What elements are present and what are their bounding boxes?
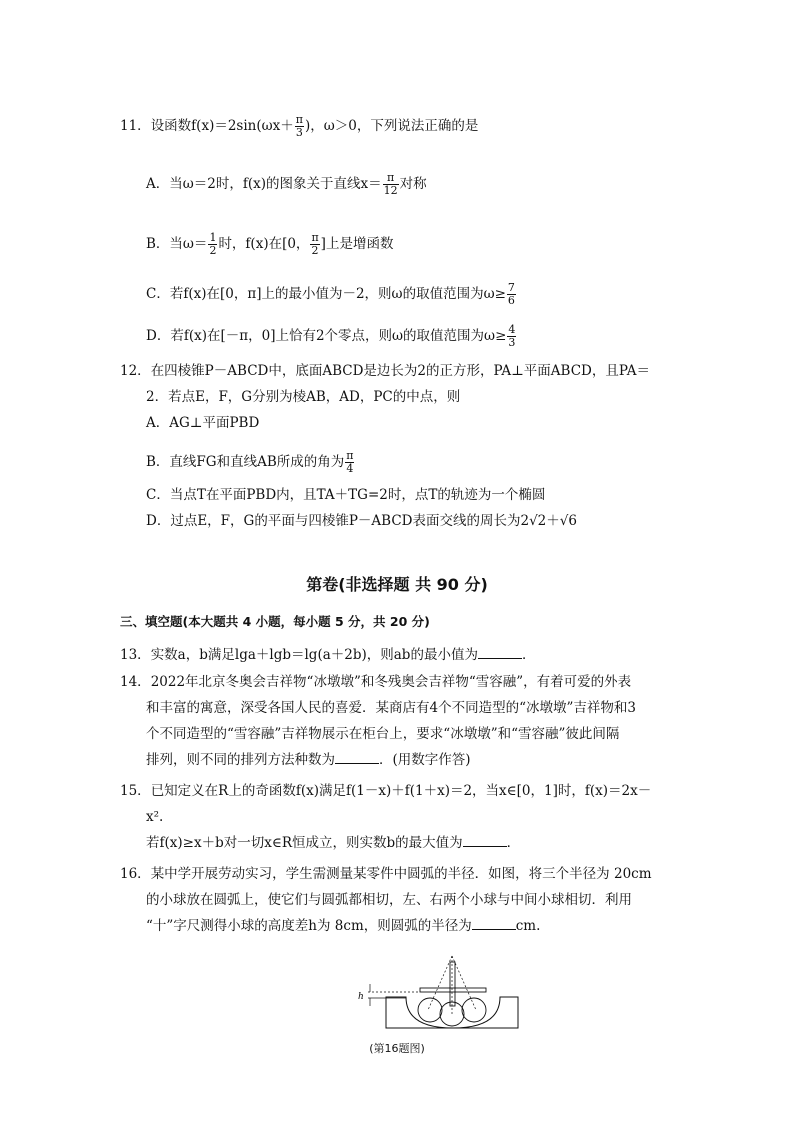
ruler-bar xyxy=(420,988,486,992)
q11-option-b: B．当ω＝ $\frac{1}{2}$ 时，f(x)在[0， $\frac{\pi}{2}$ ]上是增函数 xyxy=(146,231,394,257)
q15-line3: 若f(x)≥x＋b对一切x∈R恒成立，则实数b的最大值为 ． xyxy=(146,835,521,851)
part-header: 三、填空题(本大题共 4 小题，每小题 5 分，共 20 分) xyxy=(120,614,430,629)
q11-option-d: D．若f(x)在[－π，0]上恰有2个零点，则ω的取值范围为ω≥ $\frac{4}{3}$ xyxy=(146,323,516,349)
answer-blank xyxy=(478,646,522,659)
q11-stem: 11．设函数f(x)＝2sin(ωx＋ $\frac{\pi}{3}$ )，ω＞0，下列说法正确的是 xyxy=(120,113,479,139)
q13-number: 13． xyxy=(120,647,151,663)
q15-line1: 15．已知定义在R上的奇函数f(x)满足f(1－x)＋f(1＋x)＝2，当x∈[0，1]时，f(x)＝2x－ xyxy=(120,783,652,799)
q12-option-b: B．直线FG和直线AB所成的角为 $\frac{\pi}{4}$ xyxy=(146,449,354,475)
q16-number: 16． xyxy=(120,866,151,882)
q15-line2: x². xyxy=(146,809,164,825)
fraction: $\frac{\pi}{12}$ xyxy=(383,171,398,197)
q12-option-c: C．当点T在平面PBD内，且TA＋TG=2时，点T的轨迹为一个椭圆 xyxy=(146,487,546,503)
q14-line3: 个不同造型的“雪容融”吉祥物展示在柜台上，要求“冰墩墩”和“雪容融”彼此间隔 xyxy=(146,726,620,742)
q14-line4: 排列，则不同的排列方法种数为 ．(用数字作答) xyxy=(146,752,471,768)
q15-number: 15． xyxy=(120,783,151,799)
q12-option-d: D．过点E，F，G的平面与四棱锥P－ABCD表面交线的周长为2√2＋√6 xyxy=(146,513,577,529)
guide-line xyxy=(428,956,452,1010)
q13: 13．实数a，b满足lga＋lgb＝lg(a＋2b)，则ab的最小值为 ． xyxy=(120,647,536,663)
answer-blank xyxy=(335,751,379,764)
q12-line2: 2．若点E，F，G分别为棱AB，AD，PC的中点，则 xyxy=(146,389,461,405)
q12-option-a: A．AG⊥平面PBD xyxy=(146,415,260,431)
ruler-vertical xyxy=(450,962,455,1006)
section-title: 第卷(非选择题 共 90 分) xyxy=(306,575,488,594)
q16-line3: “十”字尺测得小球的高度差h为 8cm，则圆弧的半径为 cm. xyxy=(146,918,541,934)
q14-line2: 和丰富的寓意，深受各国人民的喜爱．某商店有4个不同造型的“冰墩墩”吉祥物和3 xyxy=(146,700,636,716)
fraction: $\frac{\pi}{3}$ xyxy=(295,113,303,139)
fraction: $\frac{\pi}{2}$ xyxy=(311,231,319,257)
q14-line1: 14．2022年北京冬奥会吉祥物“冰墩墩”和冬残奥会吉祥物“雪容融”，有着可爱的外表 xyxy=(120,674,632,690)
q11-option-a: A．当ω＝2时，f(x)的图象关于直线x＝ $\frac{\pi}{12}$ 对称 xyxy=(146,171,427,197)
q11-option-c: C．若f(x)在[0，π]上的最小值为－2，则ω的取值范围为ω≥ $\frac{7}{6}$ xyxy=(146,281,515,307)
fraction: $\frac{1}{2}$ xyxy=(209,231,217,257)
q12-number: 12． xyxy=(120,363,151,379)
fraction: $\frac{7}{6}$ xyxy=(507,281,515,307)
figure-caption: (第16题图) xyxy=(369,1042,425,1055)
q11-number: 11． xyxy=(120,118,151,134)
h-label: h xyxy=(358,992,364,1002)
q12-line1: 12．在四棱锥P－ABCD中，底面ABCD是边长为2的正方形，PA⊥平面ABCD，且PA＝ xyxy=(120,363,650,379)
answer-blank xyxy=(463,834,507,847)
ball-right xyxy=(462,998,486,1022)
q16-figure xyxy=(350,950,530,1034)
answer-blank xyxy=(472,917,516,930)
fraction: $\frac{4}{3}$ xyxy=(508,323,516,349)
fraction: $\frac{\pi}{4}$ xyxy=(346,449,354,475)
q14-number: 14． xyxy=(120,674,151,690)
q16-line2: 的小球放在圆弧上，使它们与圆弧都相切，左、右两个小球与中间小球相切．利用 xyxy=(146,892,632,908)
ball-left xyxy=(418,998,442,1022)
q16-line1: 16．某中学开展劳动实习，学生需测量某零件中圆弧的半径．如图，将三个半径为 20cm xyxy=(120,866,652,882)
guide-line xyxy=(452,956,476,1010)
